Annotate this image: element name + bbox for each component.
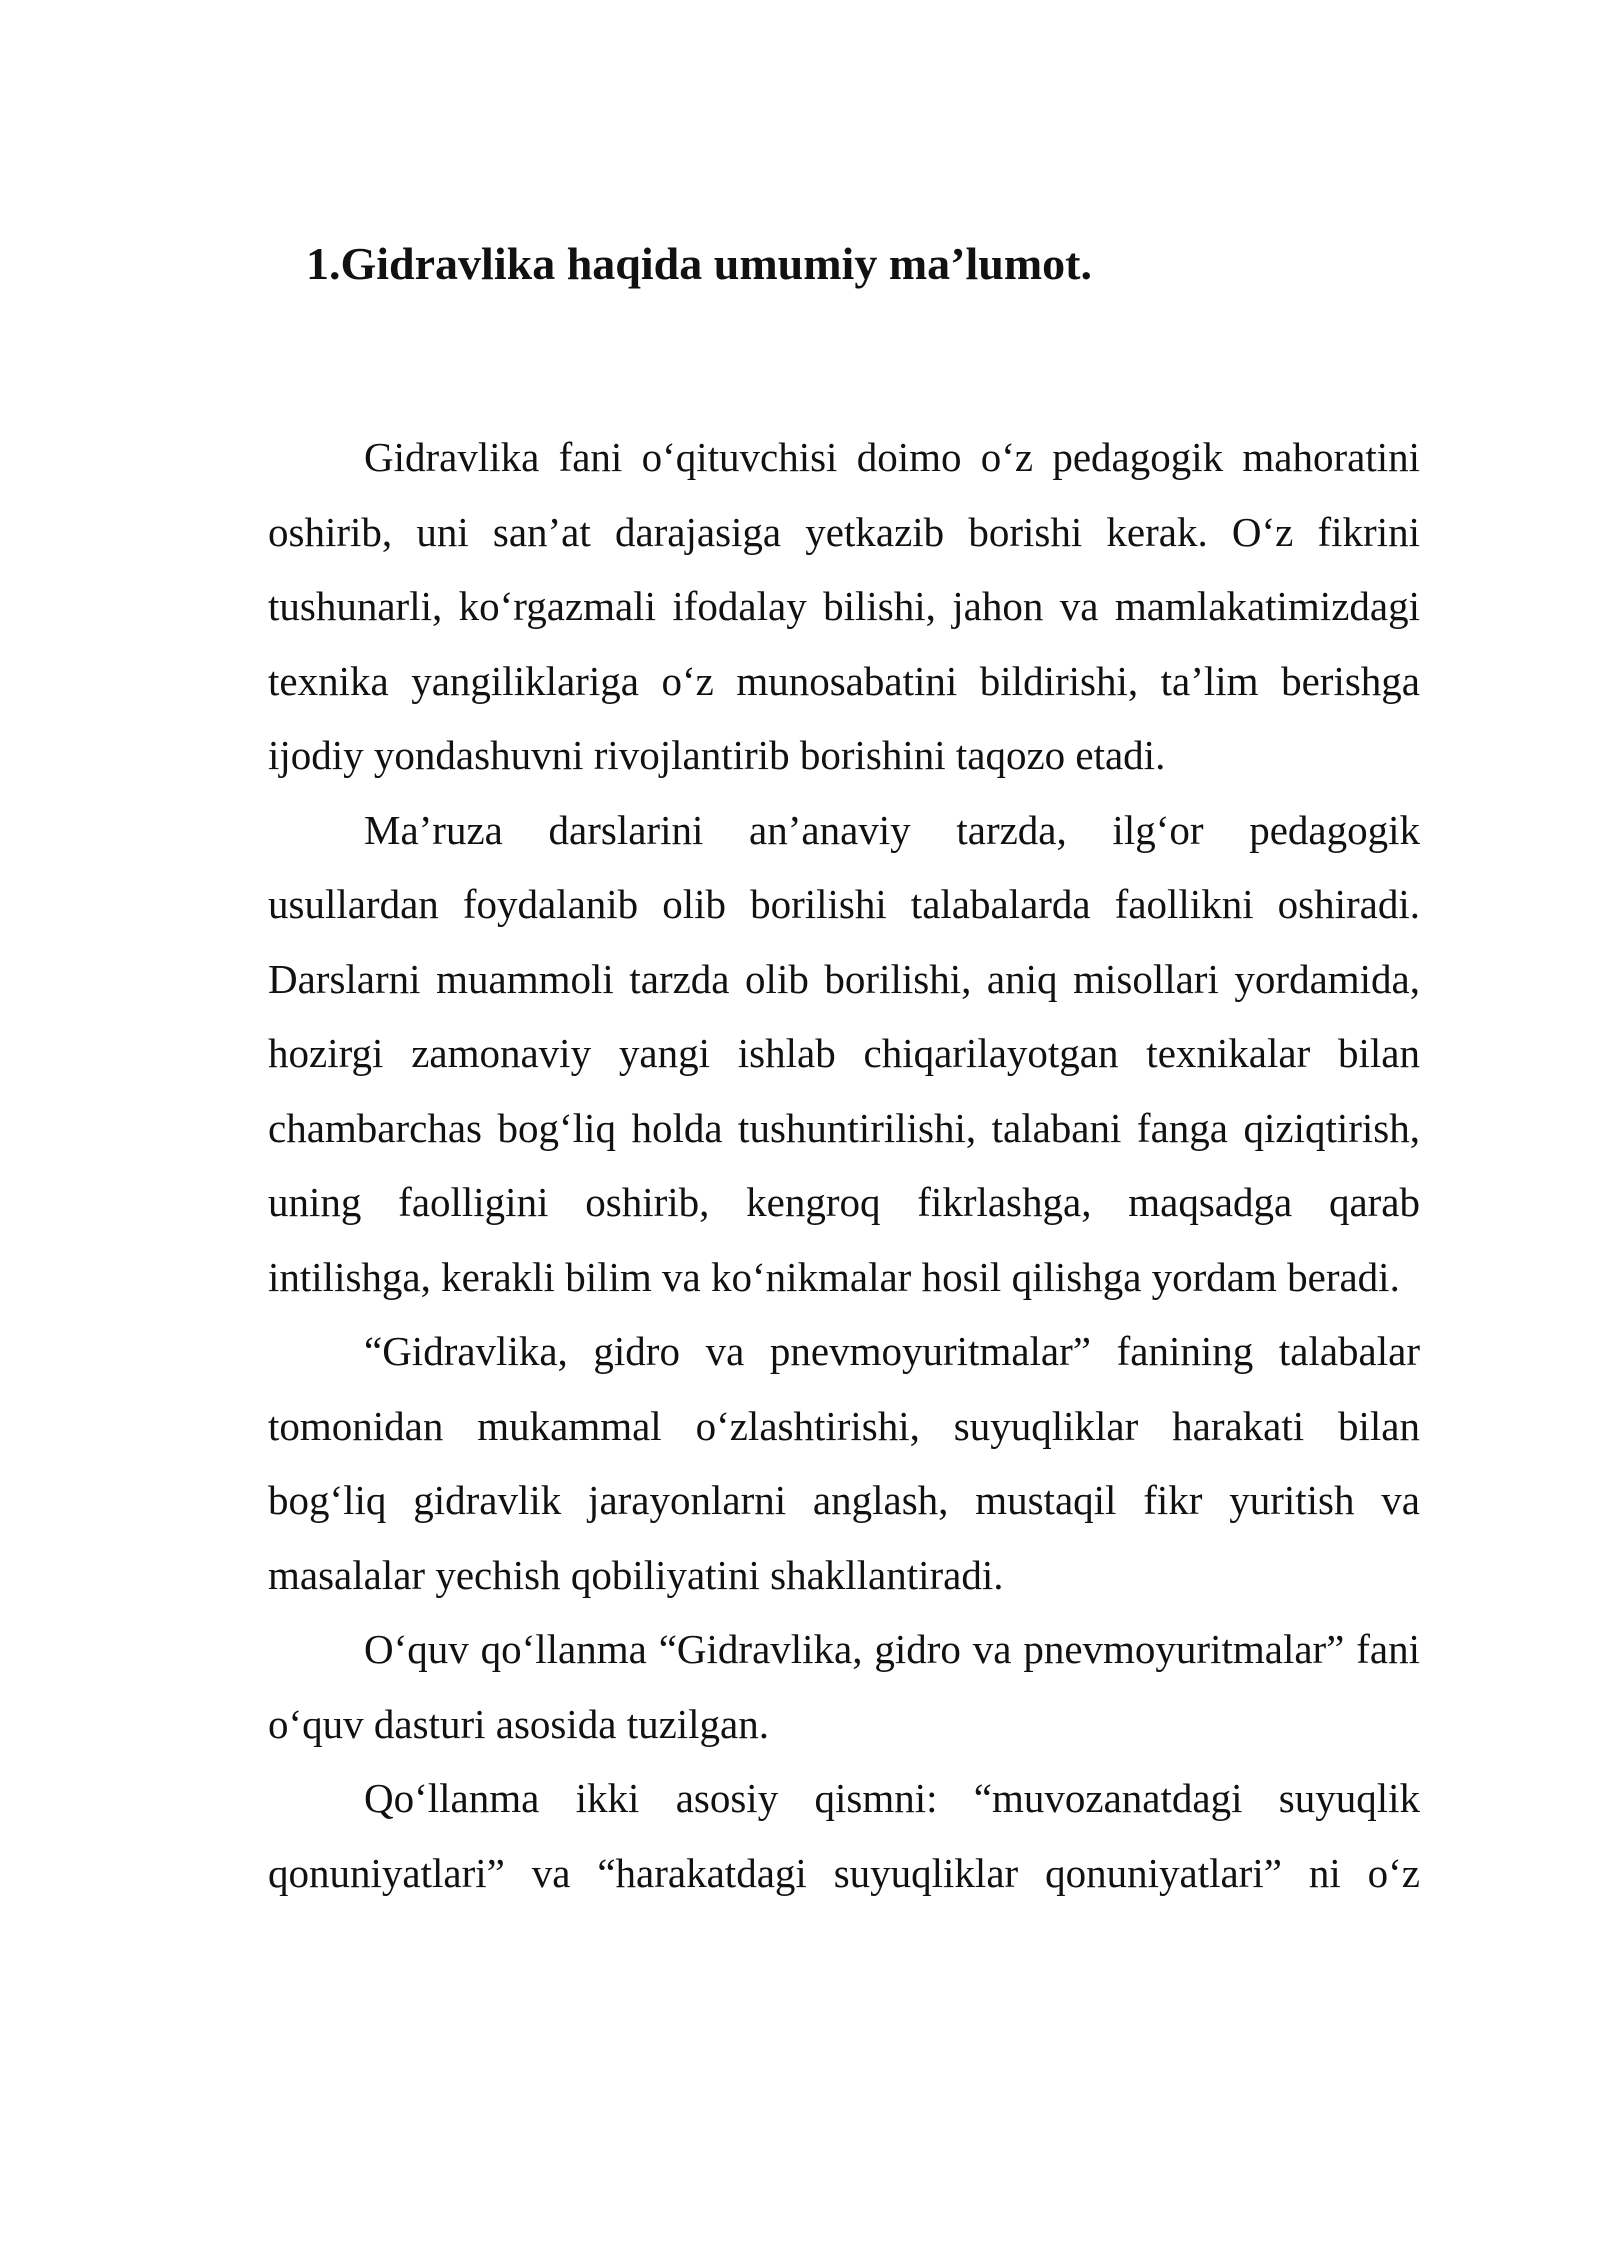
paragraph-3: “Gidravlika, gidro va pnevmoyuritmalar” fanining talabalar tomonidan mukammal o‘zlashtirishi, suyuqliklar harakati bilan bog‘liq gidravlik jarayonlarni anglash, mustaqil fikr yuritish va masalalar yechish qobiliyatini shakllantiradi. — [268, 1328, 1420, 1598]
paragraph-4: O‘quv qo‘llanma “Gidravlika, gidro va pnevmoyuritmalar” fani o‘quv dasturi asosida tuzilgan. — [268, 1626, 1420, 1747]
body-text — [268, 420, 1420, 1910]
paragraph-2: Ma’ruza darslarini an’anaviy tarzda, ilg‘or pedagogik usullardan foydalanib olib borilishi talabalarda faollikni oshiradi. Darslarni muammoli tarzda olib borilishi, aniq misollari yordamida, hozirgi zamonaviy yangi ishlab chiqarilayotgan texnikalar bilan chambarchas bog‘liq holda tushuntirilishi, talabani fanga qiziqtirish, uning faolligini oshirib, kengroq fikrlashga, maqsadga qarab intilishga, kerakli bilim va ko‘nikmalar hosil qilishga yordam beradi. — [268, 806, 1420, 1300]
paragraph-5: Qo‘llanma ikki asosiy qismni: “muvozanatdagi suyuqlik qonuniyatlari” va “harakatdagi suyuqliklar qonuniyatlari” ni o‘z — [268, 1775, 1420, 1896]
section-heading: 1.Gidravlika haqida umumiy ma’lumot. — [306, 238, 1092, 289]
paragraph-1: Gidravlika fani o‘qituvchisi doimo o‘z pedagogik mahoratini oshirib, uni san’at darajasiga yetkazib borishi kerak. O‘z fikrini tushunarli, ko‘rgazmali ifodalay bilishi, jahon va mamlakatimizdagi texnika yangiliklariga o‘z munosabatini bildirishi, ta’lim berishga ijodiy yondashuvni rivojlantirib borishini taqozo etadi. — [268, 434, 1420, 778]
